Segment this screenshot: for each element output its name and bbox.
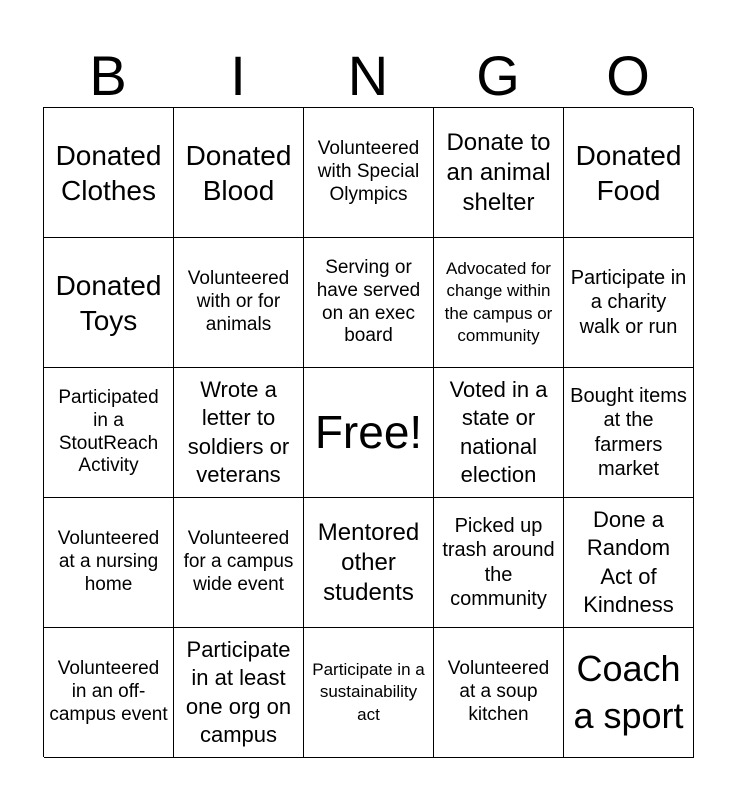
bingo-cell[interactable] [44, 368, 174, 498]
cell-text: Volunteered at a soup kitchen [447, 658, 550, 725]
cell-text: Volunteered in an off-campus event [49, 658, 168, 725]
cell-text: Done a Random Act of Kindness [583, 507, 674, 617]
cell-text: Volunteered with Special Olympics [317, 138, 420, 205]
header-letter-n: N [347, 44, 389, 107]
bingo-cell[interactable] [434, 368, 564, 498]
bingo-cell[interactable] [304, 628, 434, 758]
cell-text: Mentored other students [317, 518, 420, 606]
cell-text: Donate to an animal shelter [446, 128, 551, 216]
bingo-cell[interactable] [174, 238, 304, 368]
bingo-cell[interactable] [174, 368, 304, 498]
cell-text: Participate in at least one org on campus [185, 637, 292, 747]
cell-text: Picked up trash around the community [442, 514, 555, 610]
cell-text: Participated in a StoutReach Activity [58, 386, 159, 477]
bingo-cell[interactable] [174, 498, 304, 628]
bingo-cell[interactable] [434, 108, 564, 238]
header-letter-b: B [89, 44, 127, 107]
cell-text: Bought items at the farmers market [570, 384, 687, 480]
cell-text: Volunteered for a campus wide event [183, 528, 294, 595]
cell-text: Volunteered with or for animals [187, 268, 290, 335]
bingo-board [43, 107, 693, 757]
cell-text: Serving or have served on an exec board [316, 256, 421, 347]
bingo-cell[interactable] [434, 628, 564, 758]
free-space-cell[interactable] [304, 368, 434, 498]
cell-text: Wrote a letter to soldiers or veterans [187, 377, 290, 487]
bingo-cell[interactable] [304, 108, 434, 238]
bingo-cell[interactable] [564, 368, 694, 498]
bingo-cell[interactable] [44, 238, 174, 368]
bingo-cell[interactable] [304, 498, 434, 628]
bingo-cell[interactable] [174, 108, 304, 238]
bingo-cell[interactable] [434, 238, 564, 368]
cell-text: Coach a sport [573, 647, 684, 736]
bingo-cell[interactable] [44, 108, 174, 238]
bingo-cell[interactable] [564, 108, 694, 238]
bingo-cell[interactable] [434, 498, 564, 628]
header-letter-g: G [476, 44, 520, 107]
bingo-cell[interactable] [304, 238, 434, 368]
bingo-cell[interactable] [564, 238, 694, 368]
header-letter-i: I [230, 44, 246, 107]
cell-text: Donated Blood [185, 139, 292, 206]
cell-text: Voted in a state or national election [449, 377, 548, 487]
bingo-cell[interactable] [174, 628, 304, 758]
cell-text: Participate in a sustainability act [312, 660, 425, 724]
bingo-cell[interactable] [44, 628, 174, 758]
cell-text: Participate in a charity walk or run [570, 266, 687, 338]
cell-text: Donated Toys [55, 269, 162, 336]
bingo-cell[interactable] [564, 628, 694, 758]
bingo-cell[interactable] [564, 498, 694, 628]
cell-text: Donated Clothes [55, 139, 162, 206]
cell-text: Advocated for change within the campus or community [444, 259, 553, 345]
bingo-cell[interactable] [44, 498, 174, 628]
bingo-header [43, 40, 693, 108]
free-space-label: Free! [314, 406, 423, 459]
cell-text: Volunteered at a nursing home [57, 528, 160, 595]
header-letter-o: O [606, 44, 650, 107]
cell-text: Donated Food [575, 139, 682, 206]
